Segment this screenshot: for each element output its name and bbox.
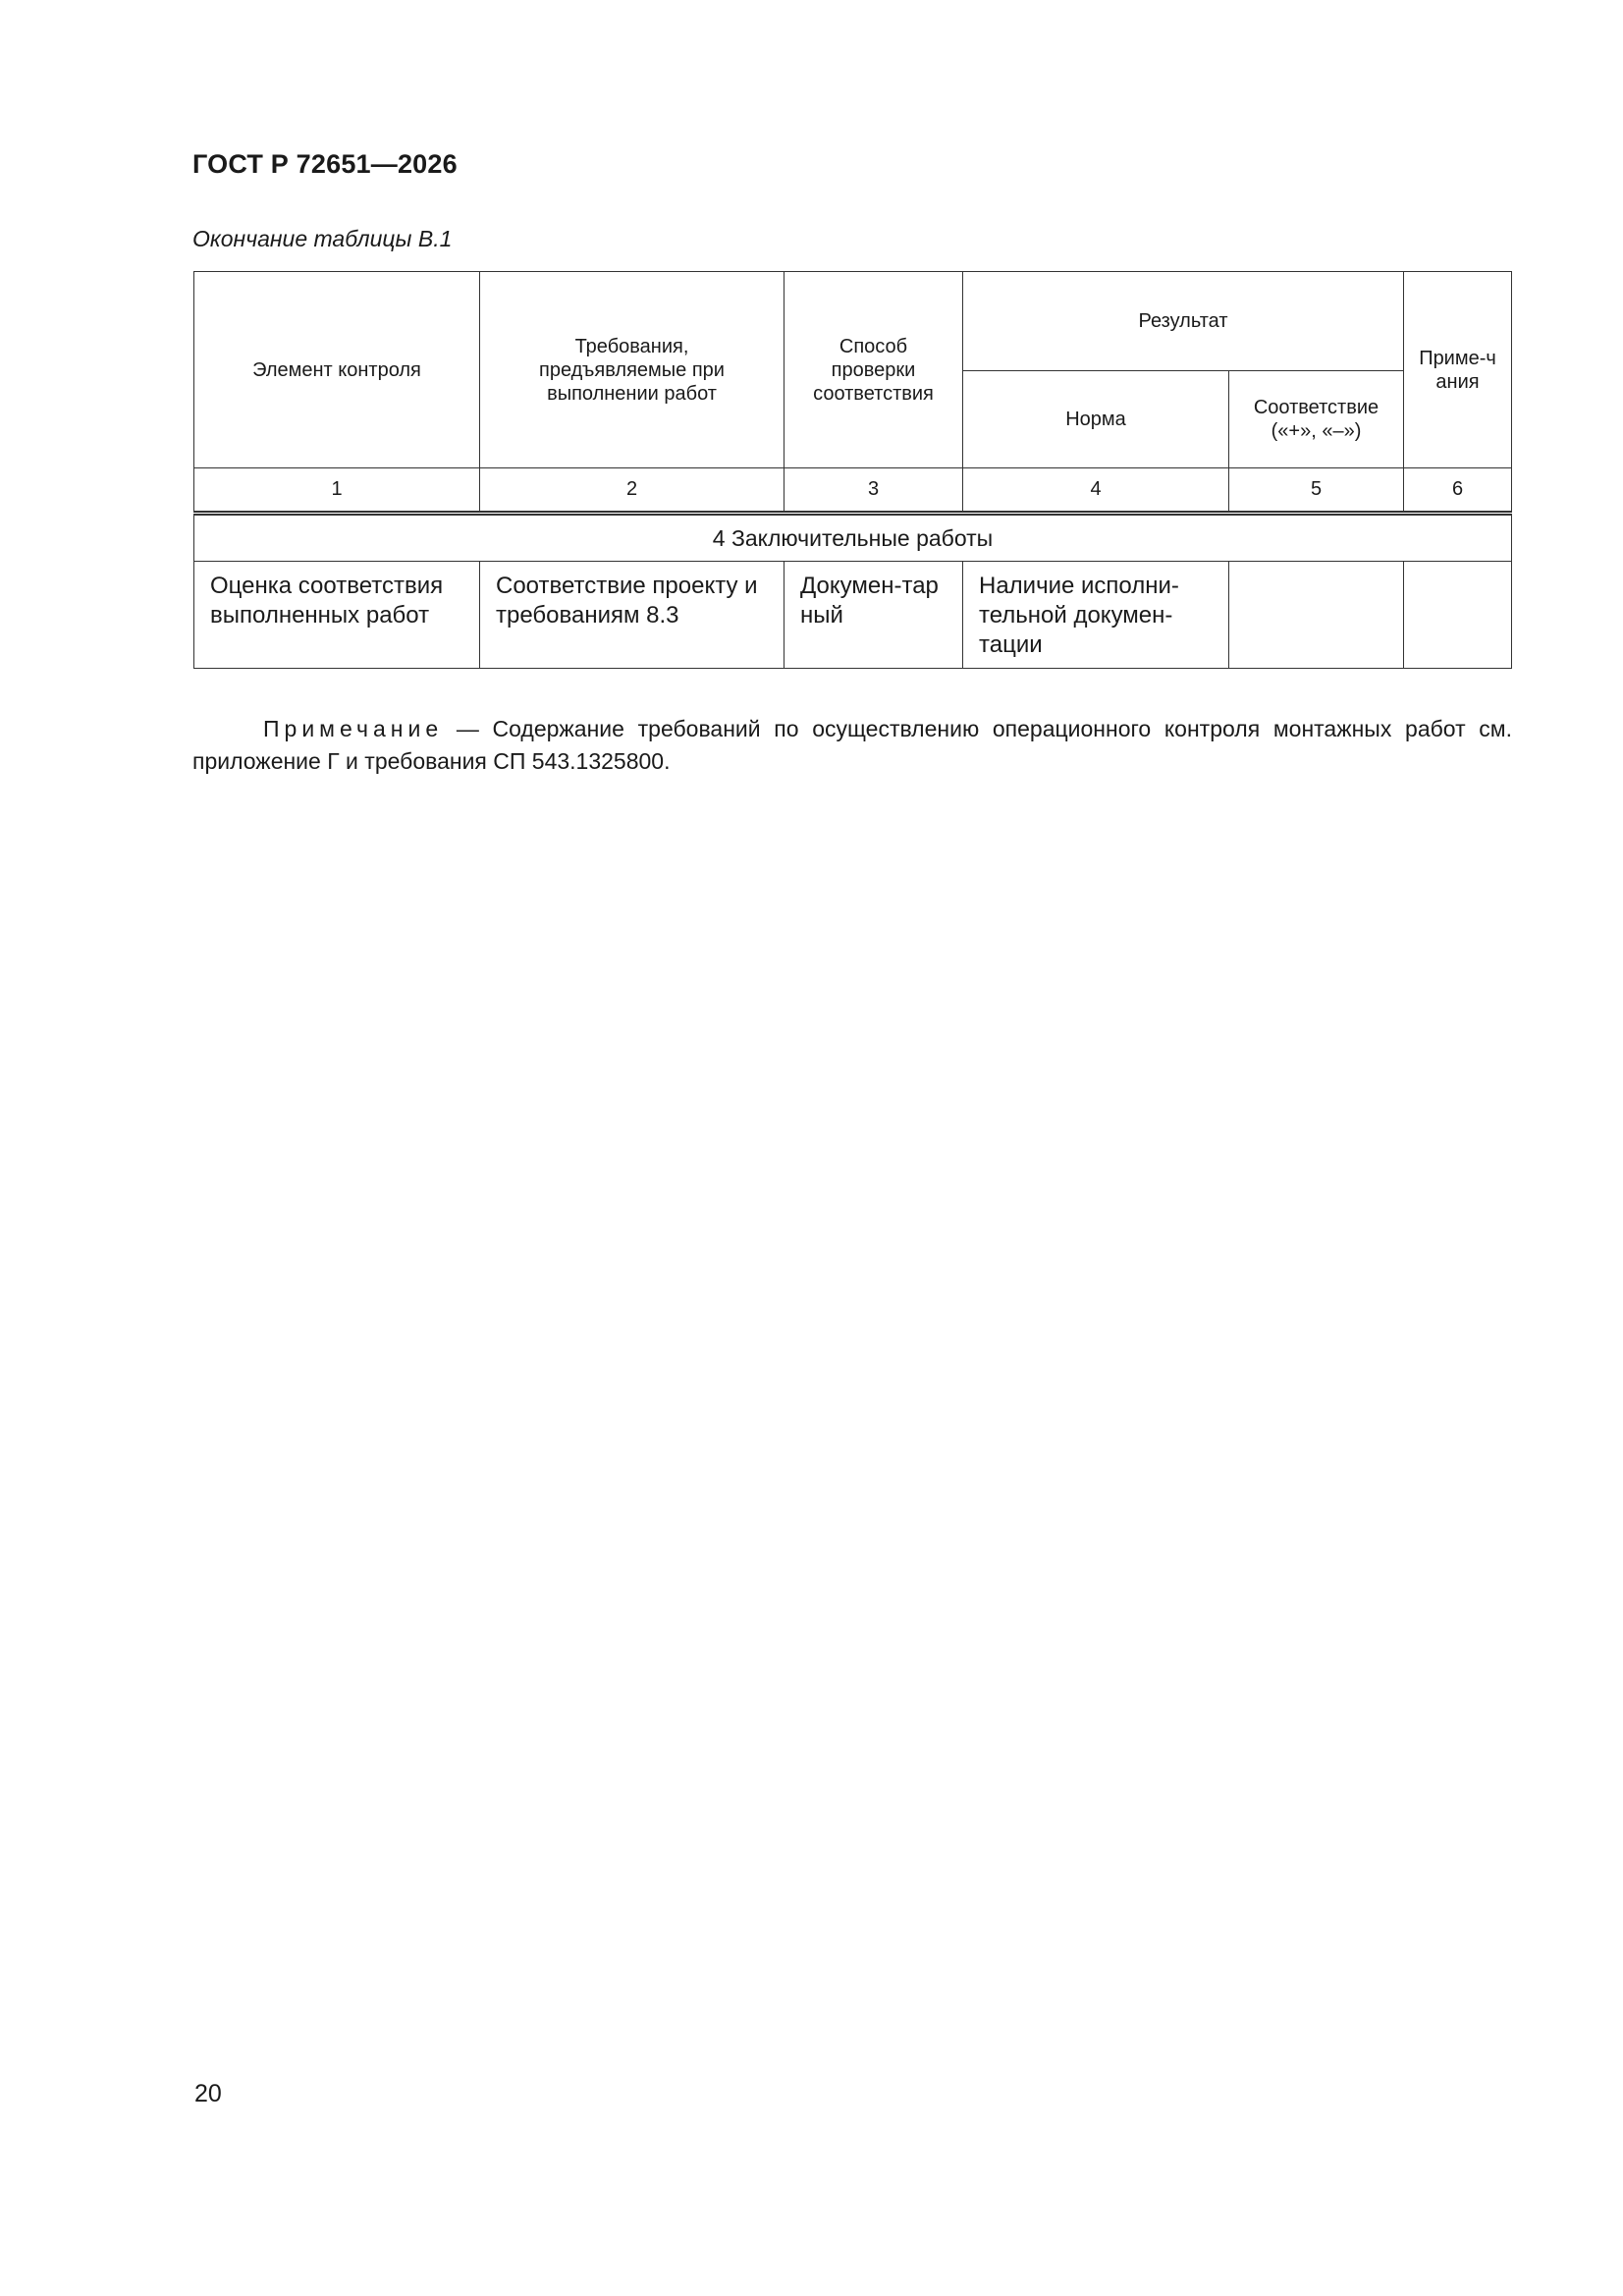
cell-compliance <box>1229 562 1404 669</box>
note-text: — Содержание требований по осуществлению операционного контроля монтажных работ см. приложение Г и требования СП 543.1325800. <box>192 716 1512 774</box>
header-compliance-label: Соответствие («+», «–») <box>1253 397 1380 442</box>
header-result-label: Результат <box>1138 310 1228 332</box>
cell-element: Оценка соответствия выполненных работ <box>194 562 480 669</box>
cell-notes <box>1404 562 1512 669</box>
header-requirements-label: Требования, предъявляемые при выполнении работ <box>539 335 725 405</box>
control-table <box>193 271 1512 669</box>
header-norm <box>963 371 1229 468</box>
column-number-1: 1 <box>194 468 480 514</box>
column-number-6: 6 <box>1404 468 1512 514</box>
column-number-2: 2 <box>480 468 784 514</box>
section-title: 4 Заключительные работы <box>194 514 1512 562</box>
header-compliance <box>1229 371 1404 468</box>
note-paragraph <box>192 713 1512 778</box>
header-method <box>784 272 963 468</box>
table-row <box>194 562 1512 669</box>
document-header: ГОСТ Р 72651—2026 <box>192 149 458 179</box>
cell-norm: Наличие исполни-тельной докумен-тации <box>963 562 1229 669</box>
header-requirements <box>480 272 784 468</box>
header-result <box>963 272 1404 371</box>
header-element <box>194 272 480 468</box>
header-notes-label: Приме-чания <box>1419 347 1496 393</box>
column-number-5: 5 <box>1229 468 1404 514</box>
cell-requirements: Соответствие проекту и требованиям 8.3 <box>480 562 784 669</box>
column-number-4: 4 <box>963 468 1229 514</box>
table-caption: Окончание таблицы В.1 <box>192 226 453 251</box>
header-method-label: Способ проверки соответствия <box>813 335 934 405</box>
cell-method: Докумен-тарный <box>784 562 963 669</box>
header-element-label: Элемент контроля <box>252 358 421 381</box>
note-label: Примечание <box>263 716 444 741</box>
page-number: 20 <box>194 2080 222 2107</box>
header-norm-label: Норма <box>1065 409 1126 430</box>
header-notes <box>1404 272 1512 468</box>
column-number-3: 3 <box>784 468 963 514</box>
